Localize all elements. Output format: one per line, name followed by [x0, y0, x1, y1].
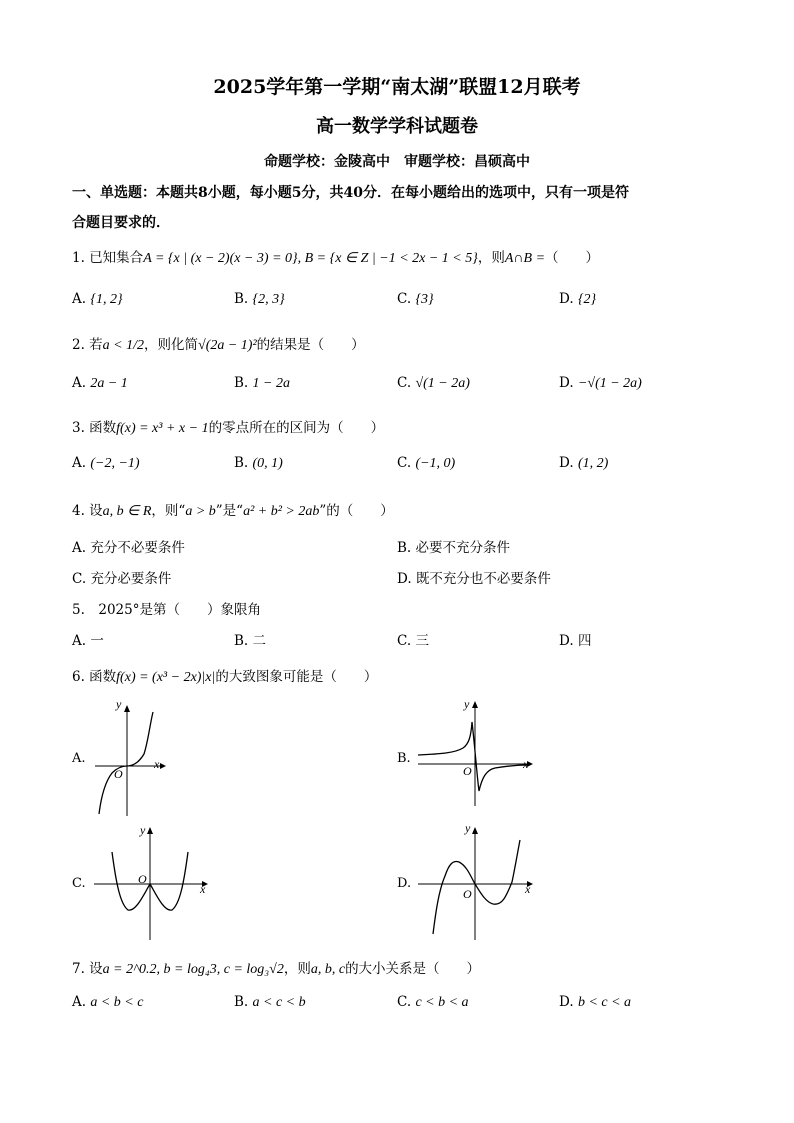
svg-text:O: O: [114, 767, 123, 781]
q5-option-d: D. 四: [559, 633, 592, 649]
svg-text:O: O: [463, 887, 472, 901]
q1-option-b: B. {2, 3}: [234, 291, 285, 307]
q1-number: 1.: [72, 250, 85, 266]
q5-option-b: B. 二: [234, 633, 267, 649]
svg-text:y: y: [464, 698, 470, 711]
svg-text:x: x: [525, 882, 531, 896]
svg-text:O: O: [463, 764, 472, 778]
section-heading-line1: 一、单选题：本题共8小题，每小题5分，共40分．在每小题给出的选项中，只有一项是符: [72, 185, 629, 201]
q6-label-d: D.: [397, 876, 412, 891]
q7-math2: a, b, c: [310, 962, 346, 977]
q4-math3: a² + b² > 2ab: [243, 504, 320, 519]
question-4: 4. 设a, b ∈ R，则“a > b”是“a² + b² > 2ab”的（ ）: [72, 503, 394, 519]
q2-option-c: C. √(1 − 2a): [397, 375, 470, 391]
q4-option-d: D. 既不充分也不必要条件: [397, 571, 551, 587]
svg-text:y: y: [140, 823, 146, 837]
q2-option-a: A. 2a − 1: [72, 375, 128, 391]
q6-graph-a: [92, 698, 172, 818]
q1-math2: A∩B =: [504, 251, 546, 266]
q6-label-c: C.: [72, 876, 86, 891]
q2-option-b: B. 1 − 2a: [234, 375, 290, 391]
question-2: 2. 若a < 1/2，则化简√(2a − 1)²的结果是（ ）: [72, 337, 365, 353]
q7-option-c: C. c < b < a: [397, 994, 469, 1010]
q2-option-d: D. −√(1 − 2a): [559, 375, 642, 391]
q4-math2: a > b: [185, 504, 216, 519]
svg-text:x: x: [154, 757, 160, 771]
q6-graph-b: [415, 698, 540, 808]
svg-text:x: x: [523, 757, 529, 771]
svg-text:O: O: [138, 872, 147, 886]
q6-label-a: A.: [72, 751, 86, 766]
exam-subtitle: 高一数学学科试题卷: [316, 116, 478, 137]
q6-graph-d: [415, 822, 540, 942]
q2-math2: √(2a − 1)²: [198, 338, 257, 353]
exam-title: 2025学年第一学期“南太湖”联盟12月联考: [213, 76, 581, 98]
question-5: 5. 2025°是第（ ）象限角: [72, 602, 261, 618]
svg-text:x: x: [200, 882, 206, 896]
q2-math: a < 1/2: [102, 338, 145, 353]
question-7: 7. 设a = 2^0.2, b = log₄3, c = log₃√2，则a, b, c的大小关系是（ ）: [72, 961, 481, 977]
q1-option-d: D. {2}: [559, 291, 597, 307]
q3-option-c: C. (−1, 0): [397, 455, 456, 471]
q7-option-a: A. a < b < c: [72, 994, 144, 1010]
q1-post: ，则: [477, 250, 505, 266]
q6-label-b: B.: [397, 751, 411, 766]
q3-option-d: D. (1, 2): [559, 455, 609, 471]
q3-option-a: A. (−2, −1): [72, 455, 140, 471]
q7-math: a = 2^0.2, b = log₄3, c = log₃√2: [102, 962, 284, 977]
q1-pre: 已知集合: [89, 250, 144, 266]
question-6: 6. 函数f(x) = (x³ − 2x)|x|的大致图象可能是（ ）: [72, 669, 378, 685]
q1-tail: （ ）: [545, 250, 600, 266]
q6-graph-c: [92, 822, 217, 942]
q3-option-b: B. (0, 1): [234, 455, 283, 471]
q7-option-b: B. a < c < b: [234, 994, 306, 1010]
q4-option-a: A. 充分不必要条件: [72, 540, 185, 556]
q1-option-a: A. {1, 2}: [72, 291, 123, 307]
question-1: [72, 246, 599, 267]
q4-math: a, b ∈ R: [102, 504, 152, 519]
q6-math: f(x) = (x³ − 2x)|x|: [116, 670, 216, 685]
section-heading-line2: 合题目要求的．: [72, 215, 170, 231]
q4-option-c: C. 充分必要条件: [72, 571, 172, 587]
exam-schools: 命题学校：金陵高中 审题学校：昌硕高中: [264, 154, 530, 170]
svg-text:y: y: [116, 698, 122, 711]
svg-text:y: y: [465, 822, 471, 835]
q7-option-d: D. b < c < a: [559, 994, 632, 1010]
q5-option-a: A. 一: [72, 633, 104, 649]
q5-option-c: C. 三: [397, 633, 429, 649]
q4-option-b: B. 必要不充分条件: [397, 540, 511, 556]
q3-math: f(x) = x³ + x − 1: [116, 421, 209, 436]
q1-option-c: C. {3}: [397, 291, 434, 307]
q1-math: A = {x | (x − 2)(x − 3) = 0}, B = {x ∈ Z | −1 < 2x − 1 < 5}: [143, 251, 478, 266]
question-3: 3. 函数f(x) = x³ + x − 1的零点所在的区间为（ ）: [72, 420, 385, 436]
